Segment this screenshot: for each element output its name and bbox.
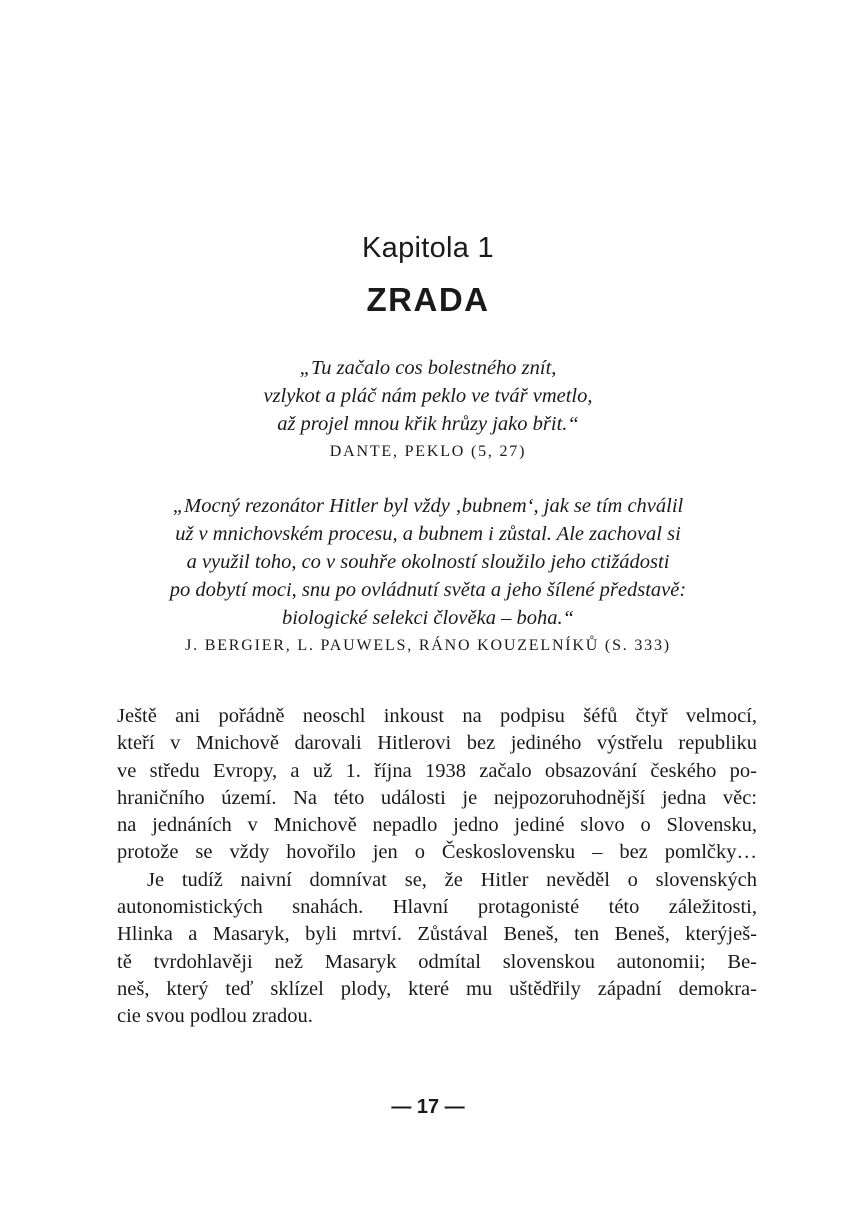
text-line: na jednáních v Mnichově nepadlo jedno jediné slovo o Slovensku,	[117, 814, 757, 837]
text-line: cie svou podlou zradou.	[117, 1005, 313, 1028]
paragraph	[117, 703, 757, 867]
text-line: ve středu Evropy, a už 1. října 1938 začalo obsazování českého po-	[117, 759, 757, 782]
epigraph-source: DANTE, PEKLO (5, 27)	[329, 443, 527, 460]
epigraph-line: a využil toho, co v souhře okolností sloužilo jeho ctižádosti	[186, 551, 670, 573]
epigraph-line: „Tu začalo cos bolestného znít,	[299, 357, 557, 379]
text-line: neš, který teď sklízel plody, které mu uštědřily západní demokra-	[117, 977, 757, 1000]
epigraph-line: „Mocný rezonátor Hitler byl vždy ‚bubnem‘, jak se tím chválil	[172, 495, 684, 517]
epigraph-dante	[0, 354, 856, 465]
epigraph-line: po dobytí moci, snu po ovládnutí světa a jeho šílené představě:	[169, 579, 687, 601]
text-line: Hlinka a Masaryk, byli mrtví. Zůstával Beneš, ten Beneš, kterýješ-	[117, 923, 757, 946]
text-line: Je tudíž naivní domnívat se, že Hitler nevěděl o slovenských	[147, 868, 757, 891]
text-line: protože se vždy hovořilo jen o Československu – bez pomlčky…	[117, 841, 757, 864]
epigraph-bergier-pauwels	[0, 492, 856, 659]
chapter-title: ZRADA	[366, 281, 490, 318]
epigraph-source: J. BERGIER, L. PAUWELS, RÁNO KOUZELNÍKŮ (S. 333)	[185, 637, 671, 654]
text-line: autonomistických snahách. Hlavní protagonisté této záležitosti,	[117, 896, 757, 919]
page-number: — 17 —	[391, 1096, 465, 1118]
epigraph-line: až projel mnou křik hrůzy jako břit.“	[277, 413, 579, 435]
text-line: tě tvrdohlavěji než Masaryk odmítal slovenskou autonomii; Be-	[117, 950, 757, 973]
epigraph-line: už v mnichovském procesu, a bubnem i zůstal. Ale zachoval si	[175, 523, 681, 545]
chapter-label: Kapitola 1	[362, 232, 494, 264]
text-line: Ještě ani pořádně neoschl inkoust na podpisu šéfů čtyř velmocí,	[117, 705, 757, 727]
epigraph-line: vzlykot a pláč nám peklo ve tvář vmetlo,	[263, 385, 593, 407]
text-line: kteří v Mnichově darovali Hitlerovi bez jediného výstřelu republiku	[117, 732, 757, 755]
body-text	[117, 703, 757, 1031]
text-line: hraničního území. Na této události je nejpozoruhodnější jedna věc:	[117, 786, 757, 809]
epigraph-line: biologické selekci člověka – boha.“	[281, 607, 574, 629]
paragraph	[117, 867, 757, 1031]
